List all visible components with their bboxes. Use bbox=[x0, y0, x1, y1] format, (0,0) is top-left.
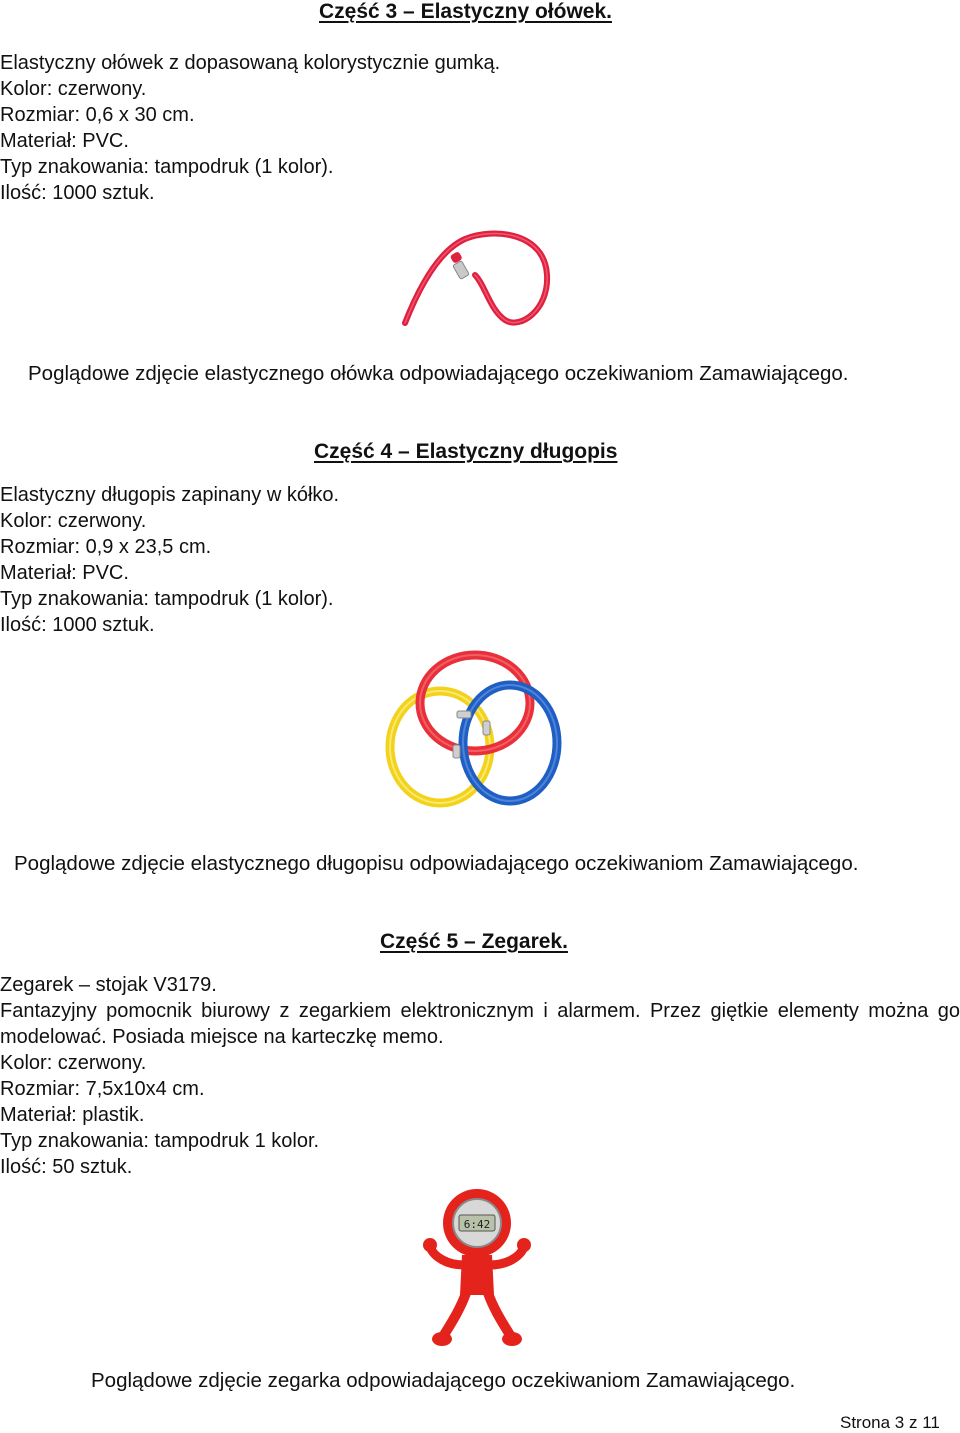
part3-line: Rozmiar: 0,6 x 30 cm. bbox=[0, 104, 195, 126]
flexible-pencil-image bbox=[395, 225, 560, 335]
part5-details bbox=[0, 1050, 319, 1180]
part5-caption: Poglądowe zdjęcie zegarka odpowiadającego oczekiwaniom Zamawiającego. bbox=[91, 1369, 796, 1392]
part3-caption: Poglądowe zdjęcie elastycznego ołówka odpowiadającego oczekiwaniom Zamawiającego. bbox=[28, 362, 849, 385]
part5-line: Typ znakowania: tampodruk 1 kolor. bbox=[0, 1130, 320, 1152]
part3-line: Ilość: 1000 sztuk. bbox=[0, 182, 155, 204]
part4-line: Kolor: czerwony. bbox=[0, 510, 147, 532]
part4-line: Elastyczny długopis zapinany w kółko. bbox=[0, 484, 340, 506]
clock-stand-figure-image bbox=[422, 1185, 532, 1350]
part4-line: Typ znakowania: tampodruk (1 kolor). bbox=[0, 588, 334, 610]
part4-details bbox=[0, 482, 339, 638]
part3-details bbox=[0, 50, 500, 206]
part5-line: Rozmiar: 7,5x10x4 cm. bbox=[0, 1078, 205, 1100]
part3-line: Materiał: PVC. bbox=[0, 130, 129, 152]
page-number: Strona 3 z 11 bbox=[840, 1413, 940, 1432]
part4-line: Ilość: 1000 sztuk. bbox=[0, 614, 155, 636]
part4-heading: Część 4 – Elastyczny długopis bbox=[314, 440, 618, 463]
part3-heading: Część 3 – Elastyczny ołówek. bbox=[319, 0, 612, 23]
part5-line: Kolor: czerwony. bbox=[0, 1052, 147, 1074]
part4-caption: Poglądowe zdjęcie elastycznego długopisu odpowiadającego oczekiwaniom Zamawiającego. bbox=[14, 852, 859, 875]
part5-paragraph: Fantazyjny pomocnik biurowy z zegarkiem elektronicznym i alarmem. Przez giętkie elementy można go modelować. Posiada miejsce na karteczkę memo. bbox=[0, 1000, 960, 1048]
part3-line: Kolor: czerwony. bbox=[0, 78, 147, 100]
part4-line: Materiał: PVC. bbox=[0, 562, 129, 584]
part5-line: Ilość: 50 sztuk. bbox=[0, 1156, 133, 1178]
part4-line: Rozmiar: 0,9 x 23,5 cm. bbox=[0, 536, 212, 558]
part5-line: Materiał: plastik. bbox=[0, 1104, 145, 1126]
part3-line: Typ znakowania: tampodruk (1 kolor). bbox=[0, 156, 334, 178]
part5-heading: Część 5 – Zegarek. bbox=[380, 930, 568, 953]
clock-display: 6:42 bbox=[463, 1218, 491, 1231]
flexible-pen-rings-image bbox=[383, 645, 568, 815]
part5-line: Zegarek – stojak V3179. bbox=[0, 974, 217, 996]
part3-line: Elastyczny ołówek z dopasowaną kolorystycznie gumką. bbox=[0, 52, 501, 74]
